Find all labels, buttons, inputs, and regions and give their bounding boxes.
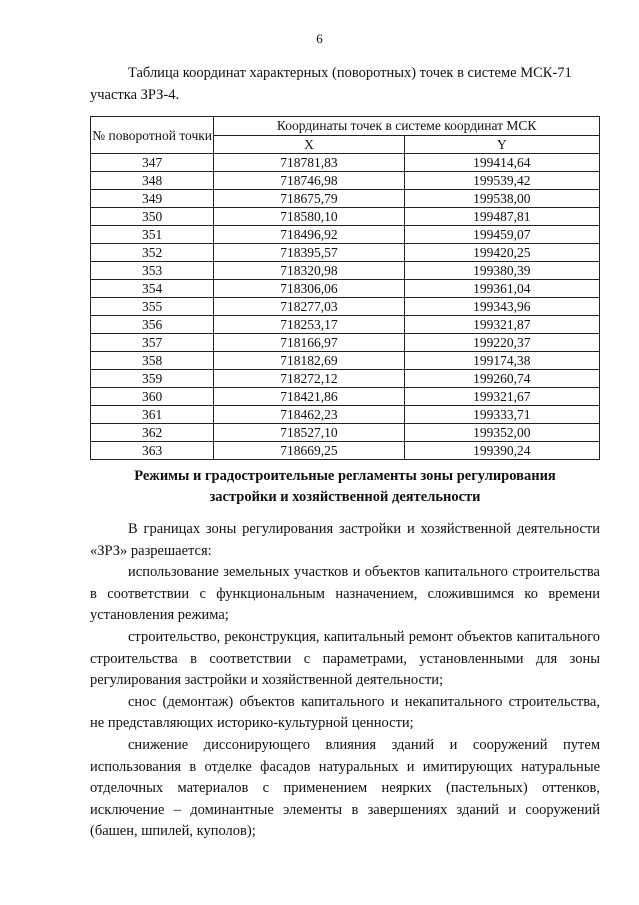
cell-x: 718746,98 [214,172,404,190]
cell-y: 199220,37 [404,334,599,352]
table-row [91,388,600,406]
cell-point-number: 352 [91,244,214,262]
table-row [91,298,600,316]
cell-point-number: 354 [91,280,214,298]
header-point-number: № поворотной точки [91,117,214,154]
header-coordinates: Координаты точек в системе координат МСК [214,117,600,136]
cell-x: 718277,03 [214,298,404,316]
cell-x: 718496,92 [214,226,404,244]
cell-x: 718166,97 [214,334,404,352]
table-row [91,280,600,298]
cell-point-number: 359 [91,370,214,388]
cell-y: 199343,96 [404,298,599,316]
cell-x: 718675,79 [214,190,404,208]
cell-x: 718306,06 [214,280,404,298]
table-row [91,154,600,172]
table-row [91,406,600,424]
cell-y: 199361,04 [404,280,599,298]
cell-y: 199414,64 [404,154,599,172]
cell-y: 199260,74 [404,370,599,388]
table-row [91,334,600,352]
cell-y: 199420,25 [404,244,599,262]
cell-y: 199459,07 [404,226,599,244]
cell-y: 199333,71 [404,406,599,424]
cell-point-number: 361 [91,406,214,424]
paragraph: снос (демонтаж) объектов капитального и некапитального строительства, не представляющих историко-культурной ценности; [90,693,600,732]
cell-y: 199380,39 [404,262,599,280]
paragraph: В границах зоны регулирования застройки и хозяйственной деятельности «ЗРЗ» разрешается: [90,521,600,559]
cell-point-number: 350 [91,208,214,226]
cell-x: 718527,10 [214,424,404,442]
cell-point-number: 351 [91,226,214,244]
cell-y: 199174,38 [404,352,599,370]
cell-point-number: 358 [91,352,214,370]
cell-point-number: 353 [91,262,214,280]
cell-x: 718272,12 [214,370,404,388]
cell-x: 718253,17 [214,316,404,334]
table-row [91,208,600,226]
table-body [91,154,600,460]
cell-x: 718462,23 [214,406,404,424]
table-caption [90,62,598,106]
cell-point-number: 348 [91,172,214,190]
table-row [91,316,600,334]
table-row [91,244,600,262]
section-title-line-2: застройки и хозяйственной деятельности [209,489,481,505]
table-row [91,424,600,442]
body-text [90,519,600,843]
table-row [91,190,600,208]
caption-line-1: Таблица координат характерных (поворотных) точек в системе МСК-71 [128,65,572,81]
cell-y: 199352,00 [404,424,599,442]
paragraph: снижение диссонирующего влияния зданий и сооружений путем использования в отделке фасадов натуральных и имитирующих натуральные отделочных материалов с применением неярких (пастельных) оттенков, исключение – доминантные элементы в завершениях зданий и сооружений (башен, шпилей, куполов); [90,736,600,840]
table-row [91,370,600,388]
cell-x: 718669,25 [214,442,404,460]
table-row [91,172,600,190]
section-title-line-1: Режимы и градостроительные регламенты зоны регулирования [134,468,556,484]
cell-point-number: 360 [91,388,214,406]
table-row [91,352,600,370]
cell-point-number: 357 [91,334,214,352]
cell-point-number: 355 [91,298,214,316]
cell-point-number: 362 [91,424,214,442]
cell-point-number: 363 [91,442,214,460]
cell-x: 718421,86 [214,388,404,406]
caption-line-2: участка ЗРЗ-4. [90,87,180,103]
table-row [91,262,600,280]
table-row [91,442,600,460]
cell-y: 199321,67 [404,388,599,406]
coordinates-table [90,116,600,460]
header-y: Y [404,136,599,154]
cell-x: 718580,10 [214,208,404,226]
cell-y: 199321,87 [404,316,599,334]
cell-y: 199390,24 [404,442,599,460]
cell-x: 718320,98 [214,262,404,280]
cell-y: 199487,81 [404,208,599,226]
cell-x: 718182,69 [214,352,404,370]
cell-y: 199539,42 [404,172,599,190]
cell-x: 718395,57 [214,244,404,262]
cell-x: 718781,83 [214,154,404,172]
cell-point-number: 347 [91,154,214,172]
paragraph: строительство, реконструкция, капитальный ремонт объектов капитального строительства в соответствии с параметрами, установленными для зоны регулирования застройки и хозяйственной деятельности; [90,628,600,689]
table-row [91,226,600,244]
cell-point-number: 349 [91,190,214,208]
section-title [90,466,600,508]
page-number: 6 [316,31,323,46]
header-x: X [214,136,404,154]
cell-point-number: 356 [91,316,214,334]
paragraph: использование земельных участков и объектов капитального строительства в соответствии с функциональным назначением, сложившимся ко времени установления режима; [90,564,600,624]
cell-y: 199538,00 [404,190,599,208]
